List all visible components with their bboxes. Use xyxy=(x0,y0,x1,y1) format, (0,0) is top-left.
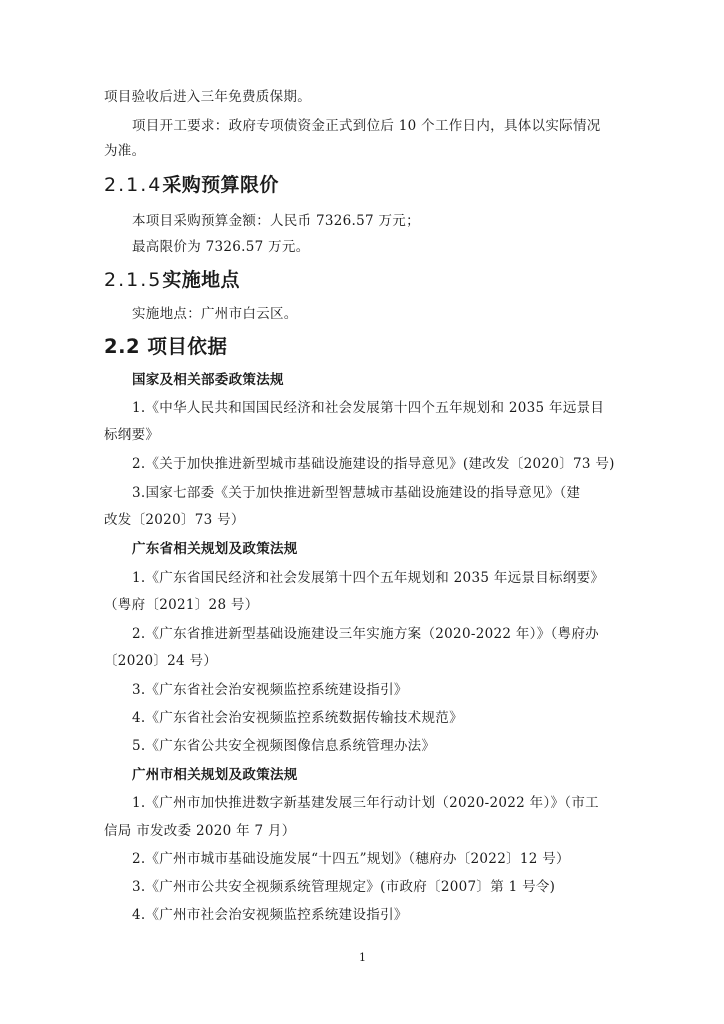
section-heading-2-1-5 xyxy=(104,271,240,290)
paragraph-line: 3.《广东省社会治安视频监控系统建设指引》 xyxy=(132,682,408,698)
section-heading-2-2: 2.2 项目依据 xyxy=(104,335,228,358)
paragraph-line: 2.《广东省推进新型基础设施建设三年实施方案（2020-2022 年）》（粤府办 xyxy=(132,626,599,642)
paragraph-line: 实施地点：广州市白云区。 xyxy=(132,306,298,322)
paragraph-line: 本项目采购预算金额：人民币 7326.57 万元； xyxy=(132,213,420,229)
section-title: 实施地点 xyxy=(162,269,240,291)
paragraph-line: 3.国家七部委《关于加快推进新型智慧城市基础设施建设的指导意见》（建 xyxy=(132,485,581,501)
page-number: 1 xyxy=(359,951,366,964)
paragraph-line: 3.《广州市公共安全视频系统管理规定》(市政府〔2007〕第 1 号令) xyxy=(132,879,556,895)
paragraph-line: 项目验收后进入三年免费质保期。 xyxy=(104,89,311,105)
section-title: 采购预算限价 xyxy=(162,174,279,196)
paragraph-line: 项目开工要求：政府专项债资金正式到位后 10 个工作日内，具体以实际情况 xyxy=(132,118,601,134)
section-number: 2.1.4 xyxy=(104,174,163,196)
paragraph-line: 〔2020〕24 号） xyxy=(104,653,218,669)
section-heading-2-1-4 xyxy=(104,176,279,195)
paragraph-line: 4.《广东省社会治安视频监控系统数据传输技术规范》 xyxy=(132,710,463,726)
subsection-heading: 国家及相关部委政策法规 xyxy=(132,372,284,388)
paragraph-line: （粤府〔2021〕28 号） xyxy=(104,597,259,613)
paragraph-line: 4.《广州市社会治安视频监控系统建设指引》 xyxy=(132,907,408,923)
paragraph-line: 信局 市发改委 2020 年 7 月） xyxy=(104,823,296,839)
subsection-heading: 广东省相关规划及政策法规 xyxy=(132,541,298,557)
paragraph-line: 标纲要》 xyxy=(104,427,160,443)
paragraph-line: 为准。 xyxy=(104,143,146,159)
paragraph-line: 改发〔2020〕73 号） xyxy=(104,512,245,528)
paragraph-line: 2.《广州市城市基础设施发展“十四五”规划》（穗府办〔2022〕12 号） xyxy=(132,851,570,867)
paragraph-line: 5.《广东省公共安全视频图像信息系统管理办法》 xyxy=(132,738,436,754)
paragraph-line: 1.《广东省国民经济和社会发展第十四个五年规划和 2035 年远景目标纲要》 xyxy=(132,570,605,586)
paragraph-line: 1.《广州市加快推进数字新基建发展三年行动计划（2020-2022 年）》（市工 xyxy=(132,795,599,811)
paragraph-line: 最高限价为 7326.57 万元。 xyxy=(132,239,310,255)
subsection-heading: 广州市相关规划及政策法规 xyxy=(132,767,298,783)
section-number: 2.1.5 xyxy=(104,269,163,291)
paragraph-line: 1.《中华人民共和国国民经济和社会发展第十四个五年规划和 2035 年远景目 xyxy=(132,400,605,416)
paragraph-line: 2.《关于加快推进新型城市基础设施建设的指导意见》(建改发〔2020〕73 号) xyxy=(132,456,615,472)
